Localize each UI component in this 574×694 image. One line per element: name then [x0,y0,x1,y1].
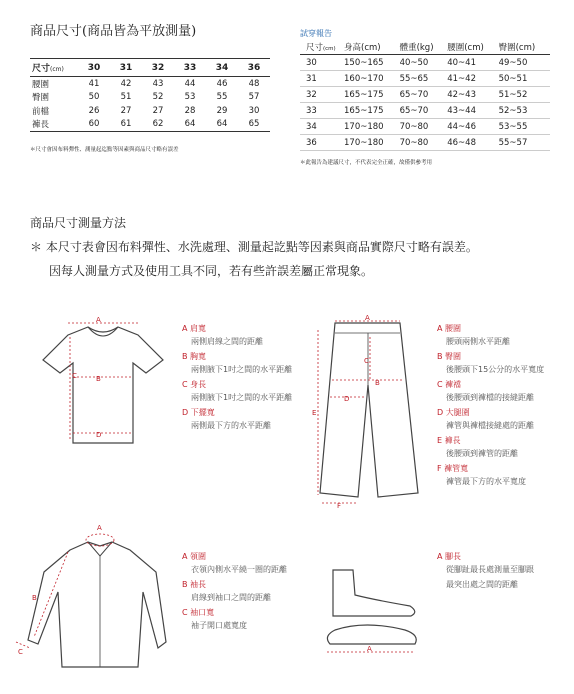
size-cell: 62 [142,118,174,132]
trial-cell: 32 [300,87,344,103]
pants-label-e: E [312,409,317,417]
foot-measure-item [437,578,534,591]
pants-label-b: B [375,379,380,387]
trial-table-row [300,103,550,119]
pants-measure-desc: 後腰頭到褲管的距離 [446,449,518,458]
foot-measure-key: A 腳長 [437,552,462,561]
tshirt-label-a: A [96,316,101,324]
foot-label-a: A [367,645,372,653]
trial-cell: 43~44 [447,103,498,119]
trial-cell: 170~180 [344,119,400,135]
size-table-title: 商品尺寸(商品皆為平放測量) [30,24,197,39]
method-line-2: 因每人測量方式及使用工具不同，若有些許誤差屬正常現象。 [49,264,374,278]
trial-cell: 40~41 [447,55,498,71]
tshirt-measure-item [182,406,292,432]
size-cell: 29 [216,105,228,116]
size-table-row [30,77,270,91]
size-col-34: 34 [206,59,238,77]
trial-cell: 41~42 [447,71,498,87]
size-cell: 55 [216,92,228,103]
shirt-measure-item [182,550,287,576]
method-line-1: ＊ 本尺寸表會因布料彈性、水洗處理、測量起訖點等因素與商品實際尺寸略有誤差。 [30,240,478,254]
trial-cell: 44~46 [447,119,498,135]
size-cell: 30 [248,105,260,116]
trial-report-note: ＊此報告為建議尺寸，不代表完全正確，故僅供參考用 [300,160,433,166]
trial-cell: 52~53 [499,103,550,119]
tshirt-measure-key: B 胸寬 [182,352,207,361]
trial-header-weight: 體重(kg) [400,40,448,55]
pants-measure-desc: 褲管最下方的水平寬度 [446,477,526,486]
size-cell: 26 [88,105,100,116]
trial-report-title: 試穿報告 [300,29,332,38]
foot-measure-item [437,550,534,576]
tshirt-measure-desc: 兩側肩線之間的距離 [191,337,263,346]
pants-measure-item [437,462,544,488]
shirt-label-a: A [97,524,102,532]
size-table-note: ＊尺寸會因布料彈性、測量起迄點等因素與商品尺寸略有誤差 [30,147,179,153]
trial-table-row [300,135,550,151]
shirt-measure-key: C 袖口寬 [182,608,215,617]
trial-cell: 30 [300,55,344,71]
tshirt-measure-desc: 兩側最下方的水平距離 [191,421,271,430]
trial-header-height: 身高(cm) [344,40,400,55]
tshirt-measure-key: D 下擺寬 [182,408,215,417]
pants-measure-item [437,434,544,460]
size-col-36: 36 [238,59,270,77]
size-cell: 43 [152,78,164,89]
pants-measure-desc: 後腰頭到褲檔的接縫距離 [446,393,534,402]
foot-measure-desc: 最突出處之間的距離 [446,580,518,589]
size-cell: 42 [120,78,132,89]
trial-report-table [300,40,550,151]
tshirt-measure-desc: 兩側腋下1吋之間的水平距離 [191,393,293,402]
trial-header-size-label: 尺寸 [306,43,324,53]
pants-measure-desc: 褲管與褲檔接縫處的距離 [446,421,534,430]
pants-label-c: C [364,357,369,365]
method-title: 商品尺寸測量方法 [30,216,127,230]
size-cell: 28 [184,105,196,116]
tshirt-measure-item [182,378,292,404]
trial-cell: 160~170 [344,71,400,87]
size-cell: 64 [174,118,206,132]
shirt-measure-key: A 領圍 [182,552,207,561]
shirt-measure-item [182,578,287,604]
shirt-measure-desc: 肩線到袖口之間的距離 [191,593,271,602]
size-header-unit: (cm) [50,66,64,73]
foot-diagram [315,560,425,670]
size-cell: 44 [184,78,196,89]
size-col-32: 32 [142,59,174,77]
trial-table-row [300,55,550,71]
trial-cell: 53~55 [499,119,550,135]
trial-cell: 42~43 [447,87,498,103]
shirt-measure-key: B 袖長 [182,580,207,589]
pants-label-d: D [344,395,350,403]
trial-cell: 170~180 [344,135,400,151]
size-cell: 27 [120,105,132,116]
trial-cell: 55~65 [400,71,448,87]
trial-cell: 65~70 [400,103,448,119]
pants-measure-item [437,322,544,348]
trial-table-header [300,40,550,55]
shirt-label-b: B [32,594,37,602]
pants-measure-key: C 褲襠 [437,380,462,389]
trial-table-row [300,119,550,135]
trial-cell: 70~80 [400,119,448,135]
tshirt-diagram [28,315,178,445]
trial-cell: 40~50 [400,55,448,71]
size-cell: 27 [152,105,164,116]
shirt-diagram [8,522,178,672]
size-col-30: 30 [78,59,110,77]
trial-cell: 165~175 [344,87,400,103]
pants-diagram [300,315,435,510]
trial-header-size [300,40,344,55]
trial-cell: 36 [300,135,344,151]
size-row-label: 褲長 [30,118,78,132]
size-header-cell [30,59,78,77]
trial-cell: 165~175 [344,103,400,119]
foot-measure-desc: 從腳趾最長處測量至腳跟 [446,565,534,574]
pants-measure-key: A 腰圍 [437,324,462,333]
trial-cell: 50~51 [499,71,550,87]
shirt-measure-list [182,550,287,634]
size-cell: 61 [110,118,142,132]
size-table-row [30,104,270,118]
size-cell: 48 [248,78,260,89]
trial-cell: 150~165 [344,55,400,71]
pants-measure-desc: 後腰頭下15公分的水平寬度 [446,365,545,374]
pants-measure-item [437,406,544,432]
size-cell: 41 [88,78,100,89]
size-cell: 53 [184,92,196,103]
size-col-31: 31 [110,59,142,77]
shirt-measure-desc: 袖子開口處寬度 [191,621,247,630]
tshirt-label-c: C [72,372,77,380]
tshirt-measure-key: A 肩寬 [182,324,207,333]
size-cell: 65 [238,118,270,132]
size-cell: 64 [206,118,238,132]
trial-cell: 49~50 [499,55,550,71]
trial-cell: 51~52 [499,87,550,103]
shirt-label-c: C [18,648,23,656]
tshirt-measure-desc: 兩側腋下1吋之間的水平距離 [191,365,293,374]
size-cell: 57 [248,92,260,103]
shirt-measure-item [182,606,287,632]
size-row-label: 臀圍 [32,93,50,104]
size-table-header [30,59,270,77]
pants-label-f: F [337,502,342,510]
pants-measure-item [437,350,544,376]
trial-cell: 55~57 [499,135,550,151]
size-cell: 50 [88,92,100,103]
pants-measure-key: F 褲管寬 [437,464,469,473]
tshirt-measure-key: C 身長 [182,380,207,389]
pants-measure-key: D 大腿圍 [437,408,470,417]
tshirt-measure-item [182,350,292,376]
size-row-label: 前檔 [32,106,50,117]
trial-header-size-unit: (cm) [323,46,336,52]
shirt-measure-desc: 衣領內側水平繞一圈的距離 [191,565,287,574]
trial-header-waist: 腰圍(cm) [447,40,498,55]
size-header-label: 尺寸 [32,64,51,74]
pants-measure-key: E 褲長 [437,436,461,445]
trial-cell: 46~48 [447,135,498,151]
trial-cell: 34 [300,119,344,135]
trial-table-row [300,71,550,87]
trial-cell: 65~70 [400,87,448,103]
trial-table-row [300,87,550,103]
tshirt-measure-list [182,322,292,434]
trial-cell: 70~80 [400,135,448,151]
trial-cell: 33 [300,103,344,119]
pants-measure-key: B 臀圍 [437,352,462,361]
size-cell: 46 [216,78,228,89]
trial-cell: 31 [300,71,344,87]
tshirt-measure-item [182,322,292,348]
size-cell: 51 [120,92,132,103]
pants-measure-item [437,378,544,404]
foot-measure-list [437,550,534,593]
size-cell: 60 [78,118,110,132]
size-table-row [30,118,270,132]
size-col-33: 33 [174,59,206,77]
tshirt-label-d: D [96,431,102,439]
size-row-label: 腰圍 [32,79,50,90]
size-table [30,58,270,132]
pants-label-a: A [365,315,370,322]
tshirt-label-b: B [96,375,101,383]
pants-measure-list [437,322,544,490]
trial-header-hip: 臀圍(cm) [499,40,550,55]
size-cell: 52 [152,92,164,103]
size-table-row [30,91,270,105]
pants-measure-desc: 腰頭兩側水平距離 [446,337,510,346]
